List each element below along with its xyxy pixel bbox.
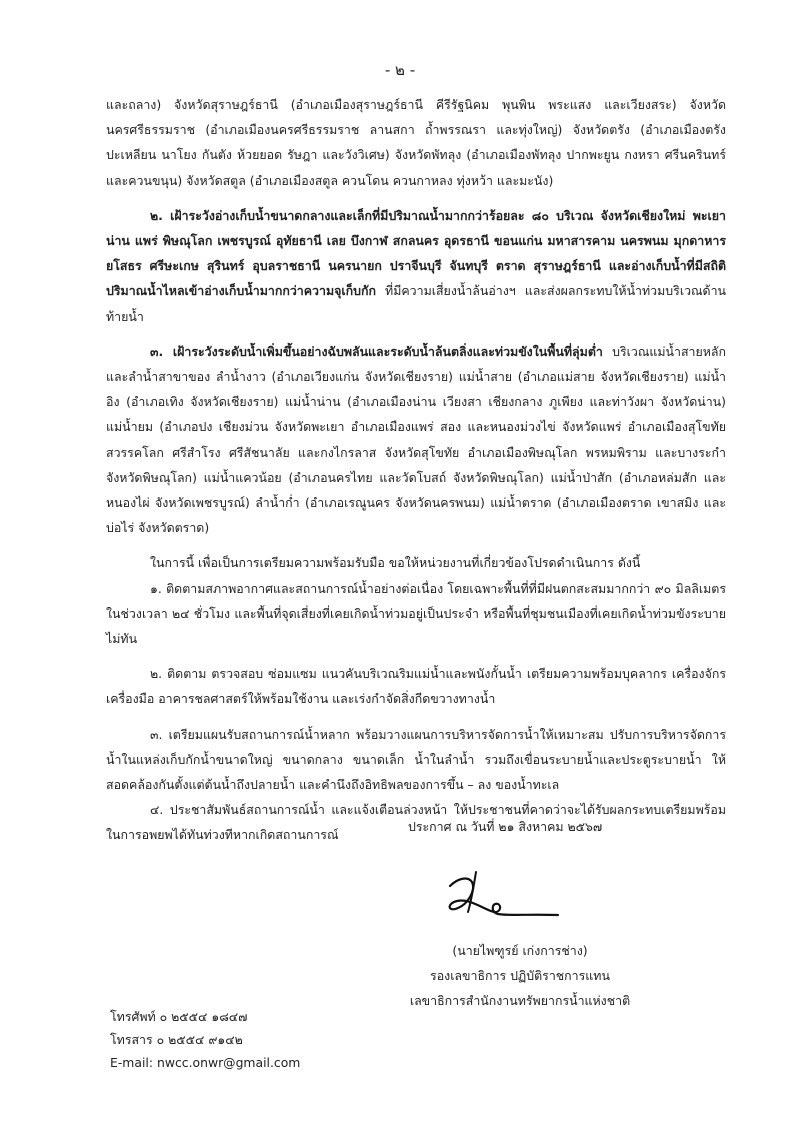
- fax-number: โทรสาร ๐ ๒๕๕๔ ๙๑๔๒: [110, 1032, 243, 1047]
- item-2-paragraph: [106, 203, 726, 329]
- page-number: - ๒ -: [384, 61, 416, 79]
- item-3-text: บริเวณแม่น้ำสายหลักและลำน้ำสาขาของ ลำน้ำงาว (อำเภอเวียงแก่น จังหวัดเชียงราย) แม่น้ำสาย (อำเภอแม่สาย จังหวัดเชียงราย) แม่น้ำอิง (อำเภอเทิง จังหวัดเชียงราย) แม่น้ำน่าน (อำเภอเมืองน่าน เวียงสา เชียงกลาง ภูเพียง และท่าวังผา จังหวัดน่าน) แม่น้ำยม (อำเภอปง เชียงม่วน จังหวัดพะเยา อำเภอเมืองแพร่ สอง และหนองม่วงไข่ จังหวัดแพร่ อำเภอเมืองสุโขทัย สวรรคโลก ศรีสำโรง ศรีสัชนาลัย และกงไกรลาส จังหวัดสุโขทัย อำเภอเมืองพิษณุโลก พรหมพิราม และบางระกำ จังหวัดพิษณุโลก) แม่น้ำแควน้อย (อำเภอนครไทย และวัดโบสถ์ จังหวัดพิษณุโลก) แม่น้ำป่าสัก (อำเภอหล่มสัก และหนองไผ่ จังหวัดเพชรบูรณ์) ลำน้ำก่ำ (อำเภอเรณูนคร จังหวัดนครพนม) แม่น้ำตราด (อำเภอเมืองตราด เขาสมิง และบ่อไร่ จังหวัดตราด): [106, 343, 726, 536]
- action-4: ๔. ประชาสัมพันธ์สถานการณ์น้ำ และแจ้งเตือนล่วงหน้า ให้ประชาชนที่คาดว่าจะได้รับผลกระทบเตรียมพร้อมในการอพยพได้ทันท่วงทีหากเกิดสถานการณ์: [106, 802, 726, 843]
- signer-name: (นายไพฑูรย์ เก่งการช่าง): [452, 943, 588, 958]
- contact-block: [110, 1005, 300, 1074]
- signer-organization: เลขาธิการสำนักงานทรัพยากรน้ำแห่งชาติ: [409, 993, 631, 1008]
- email-address: E-mail: nwcc.onwr@gmail.com: [110, 1055, 301, 1070]
- action-3: ๓. เตรียมแผนรับสถานการณ์น้ำหลาก พร้อมวางแผนการบริหารจัดการน้ำให้เหมาะสม ปรับการบริหารจัดการน้ำในแหล่งเก็บกักน้ำขนาดใหญ่ ขนาดกลาง ขนาดเล็ก น้ำในลำน้ำ รวมถึงเขื่อนระบายน้ำและประตูระบายน้ำ ให้สอดคล้องกันตั้งแต่ต้นน้ำถึงปลายน้ำ และคำนึงถึงอิทธิพลของการขึ้น – ลง ของน้ำทะเล: [106, 726, 726, 793]
- document-body: [106, 92, 726, 848]
- announce-date: ประกาศ ณ วันที่ ๒๑ สิงหาคม ๒๕๖๗: [408, 819, 603, 834]
- item-3-heading: ๓. เฝ้าระวังระดับน้ำเพิ่มขึ้นอย่างฉับพลันและระดับน้ำล้นตลิ่งและท่วมขังในพื้นที่ลุ่มต่ำ: [150, 343, 603, 359]
- phone-number: โทรศัพท์ ๐ ๒๕๕๔ ๑๘๔๗: [110, 1009, 248, 1024]
- signature-image: [428, 868, 578, 928]
- action-2: ๒. ติดตาม ตรวจสอบ ซ่อมแซม แนวคันบริเวณริมแม่น้ำและพนังกั้นน้ำ เตรียมความพร้อมบุคลากร เครื่องจักรเครื่องมือ อาคารชลศาสตร์ให้พร้อมใช้งาน และเร่งกำจัดสิ่งกีดขวางทางน้ำ: [106, 666, 726, 707]
- intro-paragraph: ในการนี้ เพื่อเป็นการเตรียมความพร้อมรับมือ ขอให้หน่วยงานที่เกี่ยวข้องโปรดดำเนินการ ดังนี้: [150, 555, 641, 571]
- action-1: ๑. ติดตามสภาพอากาศและสถานการณ์น้ำอย่างต่อเนื่อง โดยเฉพาะพื้นที่ที่มีฝนตกสะสมมากกว่า ๙๐ มิลลิเมตร ในช่วงเวลา ๒๔ ชั่วโมง และพื้นที่จุดเสี่ยงที่เคยเกิดน้ำท่วมอยู่เป็นประจำ หรือพื้นที่ชุมชนเมืองที่เคยเกิดน้ำท่วมขังระบายไม่ทัน: [106, 580, 726, 647]
- signer-position: รองเลขาธิการ ปฏิบัติราชการแทน: [430, 968, 610, 983]
- item-2-text: ที่มีความเสี่ยงน้ำล้นอ่างฯ และส่งผลกระทบให้น้ำท่วมบริเวณด้านท้ายน้ำ: [106, 283, 726, 324]
- continuation-paragraph: และถลาง) จังหวัดสุราษฎร์ธานี (อำเภอเมืองสุราษฎร์ธานี คีรีรัฐนิคม พุนพิน พระแสง และเวียงสระ) จังหวัดนครศรีธรรมราช (อำเภอเมืองนครศรีธรรมราช ลานสกา ถ้ำพรรณรา และทุ่งใหญ่) จังหวัดตรัง (อำเภอเมืองตรัง ปะเหลียน นาโยง กันตัง ห้วยยอด รัษฎา และวังวิเศษ) จังหวัดพัทลุง (อำเภอเมืองพัทลุง ปากพะยูน กงหรา ศรีนครินทร์ และควนขนุน) จังหวัดสตูล (อำเภอเมืองสตูล ควนโดน ควนกาหลง ทุ่งหว้า และมะนัง): [106, 97, 726, 188]
- item-2-heading: ๒. เฝ้าระวังอ่างเก็บน้ำขนาดกลางและเล็กที่มีปริมาณน้ำมากกว่าร้อยละ ๘๐ บริเวณ จังหวัดเชียงใหม่ พะเยา น่าน แพร่ พิษณุโลก เพชรบูรณ์ อุทัยธานี เลย บึงกาฬ สกลนคร อุดรธานี ขอนแก่น มหาสารคาม นครพนม มุกดาหาร ยโสธร ศรีษะเกษ สุรินทร์ อุบลราชธานี นครนายก ปราจีนบุรี จันทบุรี ตราด สุราษฎร์ธานี และอ่างเก็บน้ำที่มีสถิติปริมาณน้ำไหลเข้าอ่างเก็บน้ำมากกว่าความจุเก็บกัก: [106, 207, 726, 299]
- signer-block: [390, 938, 650, 1013]
- item-3-paragraph: [106, 339, 726, 541]
